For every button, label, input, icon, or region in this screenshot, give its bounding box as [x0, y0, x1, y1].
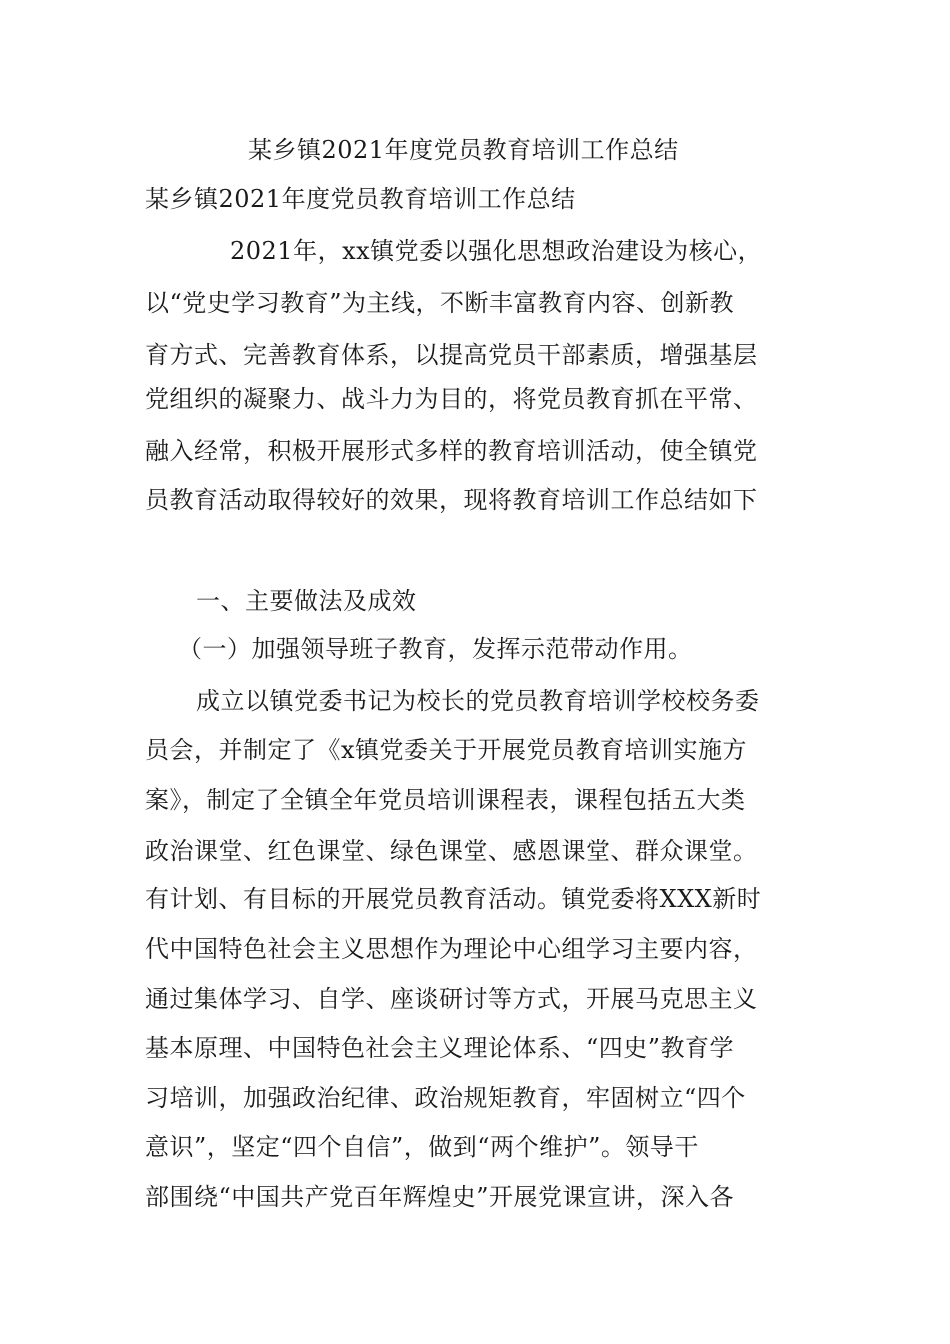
- body-line: 有计划、有目标的开展党员教育活动。镇党委将XXX新时: [145, 885, 762, 913]
- document-subtitle: 某乡镇2021年度党员教育培训工作总结: [145, 185, 576, 213]
- intro-line: 融入经常，积极开展形式多样的教育培训活动，使全镇党: [145, 437, 758, 465]
- intro-line: 党组织的凝聚力、战斗力为目的，将党员教育抓在平常、: [145, 385, 758, 413]
- body-line: 习培训，加强政治纪律、政治规矩教育，牢固树立“四个: [145, 1084, 746, 1112]
- body-line: 意识”，坚定“四个自信”，做到“两个维护”。领导干: [145, 1133, 699, 1161]
- intro-line: 育方式、完善教育体系，以提高党员干部素质，增强基层: [145, 341, 758, 369]
- body-line: 案》，制定了全镇全年党员培训课程表，课程包括五大类: [145, 786, 746, 814]
- sub-heading: （一）加强领导班子教育，发挥示范带动作用。: [178, 635, 693, 663]
- body-line: 政治课堂、红色课堂、绿色课堂、感恩课堂、群众课堂。: [145, 837, 758, 865]
- body-line: 成立以镇党委书记为校长的党员教育培训学校校务委: [196, 687, 760, 715]
- body-line: 员会，并制定了《x镇党委关于开展党员教育培训实施方: [145, 736, 748, 764]
- body-line: 代中国特色社会主义思想作为理论中心组学习主要内容，: [145, 935, 758, 963]
- intro-line: 员教育活动取得较好的效果，现将教育培训工作总结如下: [145, 486, 758, 514]
- body-line: 部围绕“中国共产党百年辉煌史”开展党课宣讲，深入各: [145, 1183, 735, 1211]
- intro-line: 以“党史学习教育”为主线，不断丰富教育内容、创新教: [145, 289, 735, 317]
- document-title: 某乡镇2021年度党员教育培训工作总结: [248, 136, 679, 164]
- section-heading: 一、主要做法及成效: [196, 587, 417, 615]
- intro-line: 2021年，xx镇党委以强化思想政治建设为核心，: [230, 237, 763, 265]
- body-line: 基本原理、中国特色社会主义理论体系、“四史”教育学: [145, 1034, 735, 1062]
- body-line: 通过集体学习、自学、座谈研讨等方式，开展马克思主义: [145, 985, 758, 1013]
